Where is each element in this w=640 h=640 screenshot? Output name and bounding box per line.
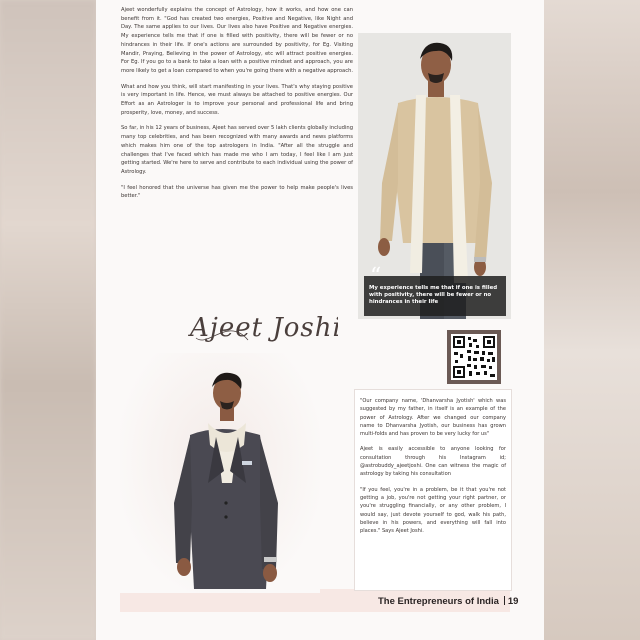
side-paragraph-1: "Our company name, 'Dhanvarsha Jyotish' which was suggested by my father, in itself is an example of the power of Astrology. After we changed our company name to Dhanvarsha Jyotish, our business has grown multi-folds and has proven to be very lucky for us" — [360, 398, 506, 438]
article-paragraph-4: "I feel honored that the universe has given me the power to help make people's lives better." — [121, 184, 353, 200]
page-number: 19 — [507, 596, 519, 607]
signature-text: Ajeet Joshi — [190, 313, 338, 343]
side-text-box-content — [360, 397, 506, 542]
page-footer — [378, 596, 518, 608]
pull-quote-text: My experience tells me that if one is filled with positivity, there will be fewer or no hindrances in their life — [369, 285, 498, 305]
signature — [188, 296, 338, 356]
qr-code-graphic — [451, 334, 497, 380]
article-paragraph-2: What and how you think, will start manifesting in your lives. That's why staying positive is very important in life. Hence, we must always be attached to positive energies. Our Effort as an Astrologer is to improve your personal and professional life and bring prosperity, love, money, and success. — [121, 83, 353, 116]
side-paragraph-3: "If you feel, you're in a problem, be it that you're not getting a job, you're not getting your right partner, or you're struggling financially, or any other problem, I would say, just devote yourself to god, walk his path, believe in his powers, and everything will fall into places." Says Ajeet Joshi. — [360, 486, 506, 535]
portrait-suit-illustration — [120, 353, 320, 593]
article-paragraph-3: So far, in his 12 years of business, Ajeet has served over 5 lakh clients globally including many top celebrities, and has been recognized with many awards and news platforms which makes him one of the top astrologers in India. "After all the struggle and challenges that I've faced which has made me who I am today, I feel like I am just getting started. We're here to serve and contribute to each individual using the power of Astrology. — [121, 125, 353, 175]
qr-code-icon — [451, 334, 497, 380]
footer-divider — [504, 596, 505, 605]
qr-code-frame — [447, 330, 501, 384]
magazine-title: The Entrepreneurs of India — [378, 596, 499, 607]
portrait-photo-suit — [120, 353, 320, 593]
pull-quote — [364, 264, 506, 316]
quote-icon: “ — [370, 264, 382, 289]
article-paragraph-1: Ajeet wonderfully explains the concept of Astrology, how it works, and how one can benefit from it. "God has created two energies, Positive and Negative, like Night and Day. The same applies to our lives. Our lives also have Positive and Negative energies. My experience tells me that if one is filled with positivity, there will be fewer or no hindrances in their life. If one's actions are surrounded by positivity, for Eg. Visiting Mandir, Praying, Believing in the power of Astrology, etc will attract positive energies. For Eg. If you go to a bank to take a loan with a positive mindset and approach, you are more likely to get a loan compared to when you're going there with a negative approach. — [121, 7, 354, 74]
magazine-page — [96, 0, 544, 640]
signature-graphic — [188, 296, 338, 356]
article-column — [121, 6, 353, 208]
background-blur-right — [544, 0, 640, 640]
side-text-box — [354, 389, 512, 591]
background-blur-left — [0, 0, 96, 640]
side-paragraph-2: Ajeet is easily accessible to anyone looking for consultation through his Instagram id; @astrobuddy_ajeetjoshi. One can witness the magic of astrology by taking his consultation — [360, 446, 506, 478]
